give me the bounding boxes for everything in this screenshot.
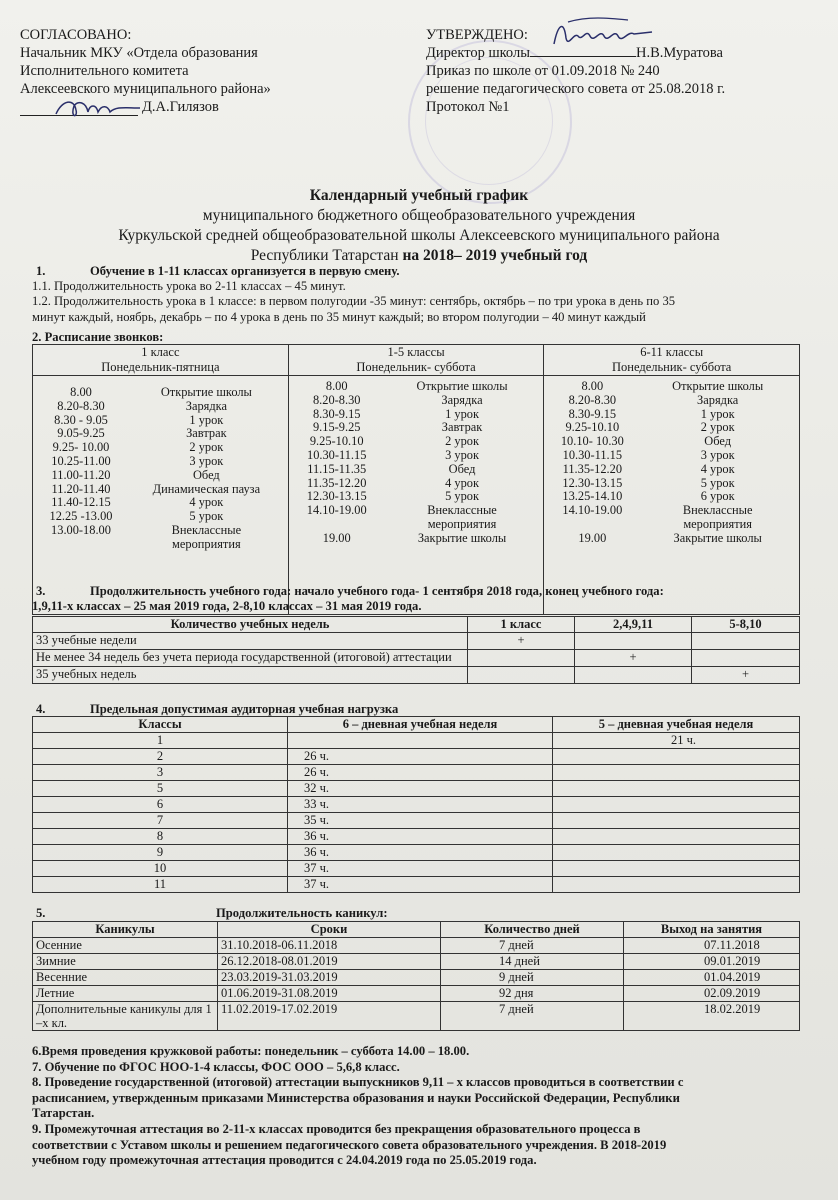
load-cell-cls: 7 [33,813,288,829]
bell-event: 3 урок [445,447,479,462]
bell-col1 [33,376,289,615]
bell-event: 2 урок [700,420,735,435]
approval-right-label: УТВЕРЖДЕНО: [426,27,528,43]
load-cell-five: 21 ч. [553,733,800,749]
holiday-cell-name: Зимние [33,954,218,970]
holidays-header-back: Выход на занятия [624,922,800,938]
bell-event: 4 урок [445,475,479,490]
bell-time: 12.25 -13.00 [49,509,113,524]
weeks-row [33,667,800,684]
weeks-row [33,633,800,650]
weeks-mark: + [692,667,800,684]
weeks-mark [468,667,575,684]
holiday-cell-back: 18.02.2019 [624,1002,800,1031]
load-row [33,781,800,797]
weeks-header-c1: 1 класс [468,617,575,633]
bell-col2-header: 1-5 классы Понедельник- суббота [288,345,544,376]
bell-time: 9.25- 10.00 [52,440,110,455]
bell-time: 11.20-11.40 [51,481,111,496]
footer-p8a: 8. Проведение государственной (итоговой) аттестации выпускников 9,11 – х классов проводиться в соответствии с [32,1075,684,1090]
title-line3: Куркульской средней общеобразовательной школы Алексеевского муниципального района [118,227,720,244]
bell-event: Открытие школы [160,385,252,399]
holiday-cell-name: Весенние [33,970,218,986]
holidays-header-dates: Сроки [218,922,441,938]
bell-time: 8.20-8.30 [57,398,105,413]
approval-right-line3: решение педагогического совета от 25.08.2018 г. [426,81,726,97]
load-row [33,733,800,749]
signature-right [548,14,658,58]
bell-time: 9.15-9.25 [312,420,361,435]
bell-time: 8.00 [325,379,348,393]
load-row [33,765,800,781]
bell-event: 1 урок [700,406,735,421]
load-header-five: 5 – дневная учебная неделя [553,717,800,733]
weeks-mark [692,650,800,667]
bell-event: Открытие школы [416,379,508,393]
holiday-cell-dates: 11.02.2019-17.02.2019 [218,1002,441,1031]
holiday-row [33,970,800,986]
holidays-header-days: Количество дней [441,922,624,938]
holiday-row [33,1002,800,1031]
footer-p8b: расписанием, утвержденным приказами Министерства образования и науки Российской Федерации, Республики [32,1090,680,1105]
director-title: Директор школы [426,45,530,61]
weeks-row-label: Не менее 34 недель без учета периода государственной (итоговой) аттестации [33,650,468,667]
bell-event: Динамическая пауза [152,481,261,496]
bell-event: Зарядка [697,392,739,407]
approval-left-line3: Алексеевского муниципального района» [20,81,271,97]
bell-event: Обед [192,467,220,482]
load-cell-six: 33 ч. [288,797,553,813]
load-cell-cls: 11 [33,877,288,893]
load-cell-six: 37 ч. [288,877,553,893]
footer-p9c: учебном году промежуточная аттестация проводится с 24.04.2019 года по 25.05.2019 года. [32,1153,537,1168]
signature-left [52,96,144,122]
title-line1: Календарный учебный график [309,187,529,204]
load-row [33,749,800,765]
footer-p9a: 9. Промежуточная аттестация во 2-11-х классах проводится без прекращения образовательного процесса в [32,1121,641,1136]
load-cell-cls: 5 [33,781,288,797]
holiday-cell-name: Летние [33,986,218,1002]
load-cell-six: 35 ч. [288,813,553,829]
bell-time: 8.00 [581,379,604,393]
footer-p9b: соответствии с Уставом школы и решением педагогического совета образовательного учреждения. В 2018-2019 [32,1137,667,1152]
holiday-cell-back: 09.01.2019 [624,954,800,970]
holidays-header-name: Каникулы [33,922,218,938]
bell-time [35,538,127,552]
footer-p7: 7. Обучение по ФГОС НОО-1-4 классы, ФОС ООО – 5,6,8 класс. [32,1059,400,1074]
weeks-header-c3: 5-8,10 [692,617,800,633]
section-4-heading: Предельная допустимая аудиторная учебная нагрузка [90,702,399,716]
load-cell-cls: 3 [33,765,288,781]
weeks-mark [468,650,575,667]
approval-left-label: СОГЛАСОВАНО: [20,27,132,43]
holidays-table [32,921,800,1031]
bell-col3-header: 6-11 классы Понедельник- суббота [544,345,800,376]
load-cell-cls: 1 [33,733,288,749]
approval-left-line2: Исполнительного комитета [20,63,189,79]
bell-time: 10.25-11.00 [51,453,111,468]
load-cell-six: 36 ч. [288,829,553,845]
load-cell-six: 26 ч. [288,765,553,781]
bell-event: мероприятия [172,536,241,551]
section-4 [36,702,398,717]
section-3 [32,584,816,614]
section-1-heading: Обучение в 1-11 классах организуется в первую смену. [90,264,400,278]
approval-right-line2: Приказ по школе от 01.09.2018 № 240 [426,63,660,79]
load-cell-five [553,813,800,829]
holiday-cell-name: Осенние [33,938,218,954]
title-line4-year: на 2018– 2019 учебный год [402,247,588,264]
load-cell-six [288,733,553,749]
weeks-header-c2: 2,4,9,11 [575,617,692,633]
load-cell-six: 37 ч. [288,861,553,877]
load-row [33,861,800,877]
bell-event: мероприятия [683,516,752,531]
load-row [33,845,800,861]
section-1-number: 1. [36,264,46,278]
bell-time: 9.25-10.10 [565,420,620,435]
load-cell-five [553,861,800,877]
section-1-p1: 1.1. Продолжительность урока во 2-11 классах – 45 минут. [32,279,346,294]
load-cell-five [553,877,800,893]
bell-time: 10.30-11.15 [562,447,623,462]
holiday-cell-dates: 26.12.2018-08.01.2019 [218,954,441,970]
bell-event: Завтрак [441,420,483,435]
bell-event: Внеклассные [682,503,753,518]
bell-time: 11.15-11.35 [307,461,367,476]
bell-time: 8.30-9.15 [312,406,361,421]
weeks-mark [575,667,692,684]
holiday-cell-days: 7 дней [441,1002,624,1031]
weeks-header-label: Количество учебных недель [33,617,468,633]
bell-event: 5 урок [700,475,735,490]
bell-event: Завтрак [186,426,227,441]
holiday-cell-name: Дополнительные каникулы для 1 –х кл. [33,1002,218,1031]
load-cell-cls: 9 [33,845,288,861]
holiday-row [33,938,800,954]
load-cell-six: 32 ч. [288,781,553,797]
bell-event: 5 урок [189,509,224,524]
holiday-cell-back: 07.11.2018 [624,938,800,954]
holiday-cell-days: 92 дня [441,986,624,1002]
section-3-line2: 1,9,11-х классах – 25 мая 2019 года, 2-8,10 классах – 31 мая 2019 года. [32,599,422,613]
holiday-cell-dates: 01.06.2019-31.08.2019 [218,986,441,1002]
section-3-number: 3. [36,584,46,598]
bell-event: мероприятия [427,516,497,531]
bell-event: Внеклассные [427,503,497,518]
bell-event: Зарядка [441,392,483,407]
load-cell-cls: 2 [33,749,288,765]
load-cell-cls: 6 [33,797,288,813]
load-cell-cls: 8 [33,829,288,845]
bell-event: 3 урок [700,447,735,462]
load-row [33,813,800,829]
load-row [33,797,800,813]
bell-col3 [544,376,800,615]
bell-time: 10.10- 10.30 [560,434,624,449]
load-cell-five [553,845,800,861]
section-2-heading: 2. Расписание звонков: [32,330,164,344]
bell-time: 8.00 [70,385,92,399]
bell-event: 1 урок [445,406,479,421]
section-4-number: 4. [36,702,46,716]
load-cell-five [553,749,800,765]
holiday-cell-days: 14 дней [441,954,624,970]
load-header-six: 6 – дневная учебная неделя [288,717,553,733]
footer-p8c: Татарстан. [32,1106,95,1121]
weeks-mark: + [575,650,692,667]
bell-event: 5 урок [445,489,479,504]
holiday-row [33,986,800,1002]
approval-left-signer: Д.А.Гилязов [142,99,219,115]
bell-time: 13.00-18.00 [51,522,111,537]
holiday-cell-days: 7 дней [441,938,624,954]
bell-event: Открытие школы [672,379,764,393]
bell-schedule-table [32,344,800,615]
director-name: Н.В.Муратова [635,45,723,61]
bell-event: Обед [448,461,476,476]
load-cell-five [553,765,800,781]
bell-time: 9.05-9.25 [57,426,105,441]
weeks-row-label: 33 учебные недели [33,633,468,650]
bell-time: 19.00 [322,530,351,545]
document-title [0,186,838,266]
approval-right-line4: Протокол №1 [426,99,510,115]
holiday-cell-dates: 23.03.2019-31.03.2019 [218,970,441,986]
section-5 [36,906,388,921]
bell-event: 6 урок [700,489,735,504]
holiday-row [33,954,800,970]
approval-left-line1: Начальник МКУ «Отдела образования [20,45,258,61]
weeks-mark [575,633,692,650]
weeks-mark [692,633,800,650]
load-cell-cls: 10 [33,861,288,877]
bell-event: Зарядка [185,398,227,413]
load-cell-five [553,797,800,813]
bell-time: 14.10-19.00 [306,503,367,518]
bell-time [546,518,638,532]
bell-event: Внеклассные [171,522,242,537]
bell-event: Закрытие школы [673,530,762,545]
load-header-class: Классы [33,717,288,733]
bell-event: 2 урок [445,434,479,449]
load-cell-six: 36 ч. [288,845,553,861]
holiday-cell-dates: 31.10.2018-06.11.2018 [218,938,441,954]
title-line4-prefix: Республики Татарстан [250,247,403,264]
bell-event: Обед [704,434,732,449]
bell-col1-header: 1 класс Понедельник-пятница [33,345,289,376]
bell-time: 11.00-11.20 [51,467,111,482]
section-1-p2a: 1.2. Продолжительность урока в 1 классе: в первом полугодии -35 минут: сентябрь, октябрь – по три урока в день по 35 [32,294,676,309]
bell-time: 11.40-12.15 [51,495,111,510]
bell-col2 [288,376,544,615]
load-row [33,829,800,845]
bell-time: 8.30 - 9.05 [54,412,108,427]
load-table [32,716,800,893]
footer [32,1044,810,1169]
bell-event: 4 урок [700,461,735,476]
section-1 [32,264,812,325]
bell-time: 19.00 [578,530,607,545]
holiday-cell-days: 9 дней [441,970,624,986]
section-1-p2b: минут каждый, ноябрь, декабрь – по 4 урока в день по 35 минут каждый; во втором полугодии – 40 минут каждый [32,309,646,324]
bell-event: 2 урок [189,440,224,455]
section-3-line1: Продолжительность учебного года: начало учебного года- 1 сентября 2018 года, конец учебного года: [90,584,664,598]
title-line2: муниципального бюджетного общеобразовательного учреждения [202,207,636,224]
bell-time: 13.25-14.10 [562,489,623,504]
bell-time: 8.20-8.30 [312,392,361,407]
weeks-mark: + [468,633,575,650]
bell-time [291,518,383,532]
section-5-heading: Продолжительность каникул: [216,906,388,920]
bell-event: 3 урок [189,453,224,468]
bell-time: 11.35-12.20 [307,475,367,490]
bell-time: 14.10-19.00 [562,503,623,518]
section-5-number: 5. [36,906,46,920]
bell-time: 10.30-11.15 [307,447,367,462]
weeks-table [32,616,800,684]
bell-time: 8.30-9.15 [568,406,617,421]
holiday-cell-back: 02.09.2019 [624,986,800,1002]
load-cell-six: 26 ч. [288,749,553,765]
bell-event: 1 урок [189,412,224,427]
load-row [33,877,800,893]
weeks-row [33,650,800,667]
load-cell-five [553,829,800,845]
bell-time: 12.30-13.15 [306,489,367,504]
bell-event: 4 урок [189,495,224,510]
holiday-cell-back: 01.04.2019 [624,970,800,986]
bell-time: 9.25-10.10 [309,434,364,449]
bell-time: 11.35-12.20 [562,461,623,476]
bell-time: 8.20-8.30 [568,392,617,407]
footer-p6: 6.Время проведения кружковой работы: понедельник – суббота 14.00 – 18.00. [32,1044,470,1058]
bell-time: 12.30-13.15 [562,475,623,490]
load-cell-five [553,781,800,797]
weeks-row-label: 35 учебных недель [33,667,468,684]
bell-event: Закрытие школы [417,530,507,545]
